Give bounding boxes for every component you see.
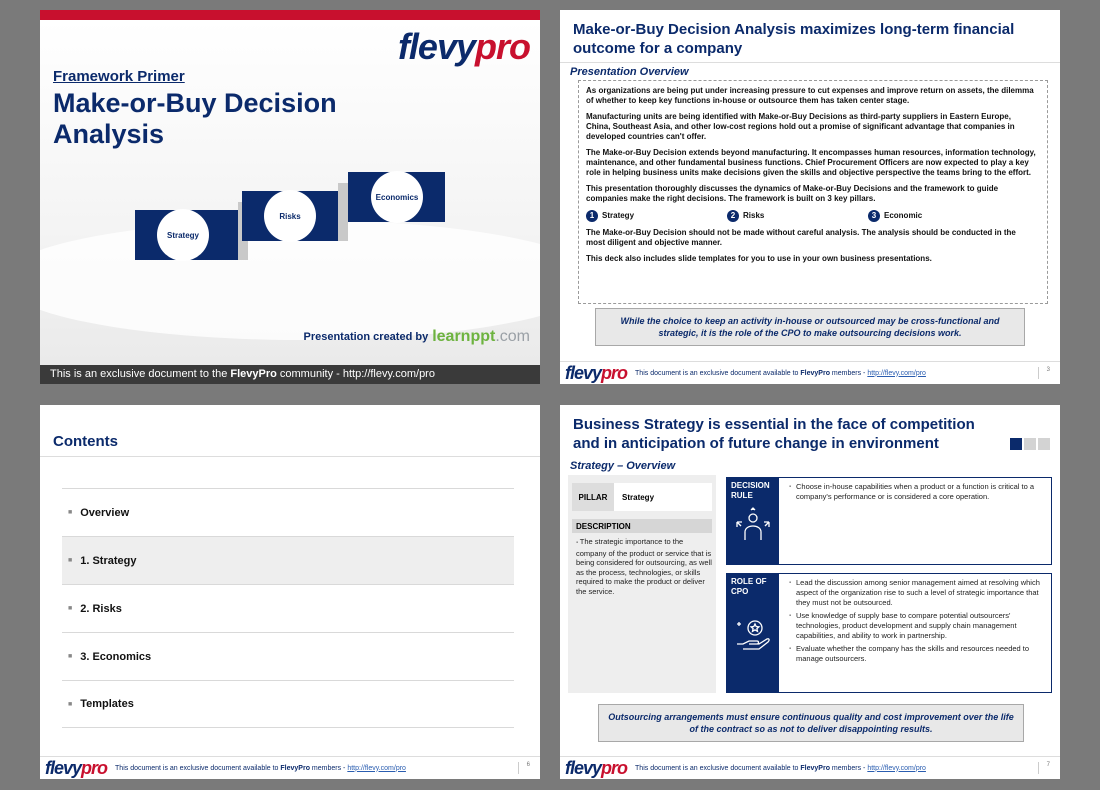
footer-link[interactable]: http://flevy.com/pro (347, 764, 406, 772)
slide-contents[interactable] (40, 405, 540, 779)
pillar-list (586, 210, 1036, 222)
description-header: DESCRIPTION (572, 519, 712, 533)
contents-item-overview[interactable]: ■ Overview (62, 488, 514, 536)
decision-rule-box: DECISION RULE ▪ Choose in-house capabilities when a product or a function is critical to a company's performance or is considered a core operation. (726, 477, 1052, 565)
slide-subtitle: Strategy – Overview (570, 460, 676, 472)
contents-item-templates[interactable]: ■ Templates (62, 680, 514, 728)
slide-footer: flevypro This document is an exclusive document available to FlevyPro members - http://flevy.com/pro 7 (565, 757, 1050, 778)
slide-footer: flevypro This document is an exclusive document available to FlevyPro members - http://flevy.com/pro 3 (565, 362, 1050, 383)
decision-arrows-icon (733, 506, 773, 546)
slide-footer: flevypro This document is an exclusive document available to FlevyPro members - http://flevy.com/pro 6 (45, 757, 530, 778)
flevypro-logo: flevypro (565, 362, 628, 383)
role-point: ▪ Use knowledge of supply base to compare potential outsourcers' technologies, product development and supply chain management capabilities, and ability to work in partnership. (789, 611, 1045, 641)
page-number: 7 (1038, 762, 1050, 774)
flevypro-logo: flevypro (397, 26, 530, 67)
learnppt-logo: learnppt.com (432, 328, 530, 345)
cover-title: Make-or-Buy Decision Analysis (53, 88, 337, 149)
progress-squares (1010, 438, 1050, 450)
overview-body: As organizations are being put under increasing pressure to cut expenses and improve return on assets, the dilemma of whether to keep key functions in-house or outsource them has taken center stage. Manufacturing units are being identified with Make-or-Buy Decisions as third-party suppliers in Eastern Europe, China, Southeast Asia, and other low-cost regions hold out a promise of significant advantage that companies in developed countries can't offer. The Make-or-Buy Decision extends beyond manufacturing. It encompasses human resources, information technology, maintenance, and other fundamental business functions. Chief Procurement Officers are now expected to play a key role in helping business units make decisions given the skills and objective perspective the teams bring to the effort. This presentation thoroughly discusses the dynamics of Make-or-Buy Decisions and the framework to guide companies make the right decisions. The framework is built on 3 key pillars. 1 Strategy 2 Risks 3 Economic The Make-or-Buy Decision should not be made without careful analysis. The analysis should be conducted in the most diligent and objective manner. This deck also includes slide templates for you to use in your own business presentations. (586, 86, 1036, 263)
callout-box: While the choice to keep an activity in-house or outsourced may be cross-functional and strategic, it is the role of the CPO to make outsourcing decisions work. (595, 308, 1025, 346)
framework-kicker: Framework Primer (53, 68, 185, 85)
step-label-strategy: Strategy (157, 209, 209, 261)
flevypro-logo: flevypro (45, 757, 108, 778)
footer-link[interactable]: http://flevy.com/pro (867, 369, 926, 377)
slide-cover[interactable] (40, 10, 540, 384)
step-label-economics: Economics (371, 171, 423, 223)
role-point: ▪ Lead the discussion among senior management aimed at resolving which aspect of the organization rise to such a level of strategic importance that they must not be outsourced. (789, 578, 1045, 608)
slide-title: Business Strategy is essential in the face of competition and in anticipation of future change in environment (573, 416, 975, 452)
page-number: 6 (518, 762, 530, 774)
contents-list (62, 488, 514, 728)
pillar-panel (568, 475, 716, 693)
slide-overview[interactable] (560, 10, 1060, 384)
page-number: 3 (1038, 367, 1050, 379)
role-of-cpo-box: ROLE OF CPO ▪ Lead the discussion among senior management aimed at resolving which aspect of the organization rise to such a level of strategic importance that they must not be outsourced. ▪ Use knowledge of supply base to compare potential outsourcers' technologies, product development and supply chain management capabilities, and ability to work in partnership. ▪ Evaluate whether the company has the skills and resources needed to manage outsourcers. (726, 573, 1052, 693)
contents-item-strategy[interactable]: ■ 1. Strategy (62, 536, 514, 584)
footer-link[interactable]: http://flevy.com/pro (867, 764, 926, 772)
step-label-risks: Risks (264, 190, 316, 242)
slide-title: Make-or-Buy Decision Analysis maximizes long-term financial outcome for a company (573, 21, 1015, 57)
role-point: ▪ Evaluate whether the company has the skills and resources needed to manage outsourcers. (789, 644, 1045, 664)
flevypro-logo: flevypro (565, 757, 628, 778)
cover-footer: This is an exclusive document to the FlevyPro community - http://flevy.com/pro (40, 365, 540, 384)
slide-title: Contents (53, 433, 118, 450)
top-accent-bar (40, 10, 540, 20)
pillar-item: 2 Risks (727, 210, 868, 222)
pillar-item: 3 Economic (868, 210, 1009, 222)
pillar-row: PILLAR Strategy (572, 483, 712, 511)
created-by: Presentation created by learnppt.com (303, 328, 530, 345)
pillar-item: 1 Strategy (586, 210, 727, 222)
callout-box: Outsourcing arrangements must ensure continuous quality and cost improvement over the life of the contract so as not to deliver disappointing results. (598, 704, 1024, 742)
contents-item-economics[interactable]: ■ 3. Economics (62, 632, 514, 680)
hand-award-icon (733, 614, 773, 654)
contents-item-risks[interactable]: ■ 2. Risks (62, 584, 514, 632)
slide-strategy-overview[interactable] (560, 405, 1060, 779)
decision-point: ▪ Choose in-house capabilities when a product or a function is critical to a company's performance or is considered a core operation. (789, 482, 1045, 502)
description-text: ▪ The strategic importance to the company of the product or service that is being considered for outsourcing, as well as the process, technologies, or skills required to make the product or deliver the service. (576, 537, 712, 596)
slide-subtitle: Presentation Overview (570, 66, 689, 78)
